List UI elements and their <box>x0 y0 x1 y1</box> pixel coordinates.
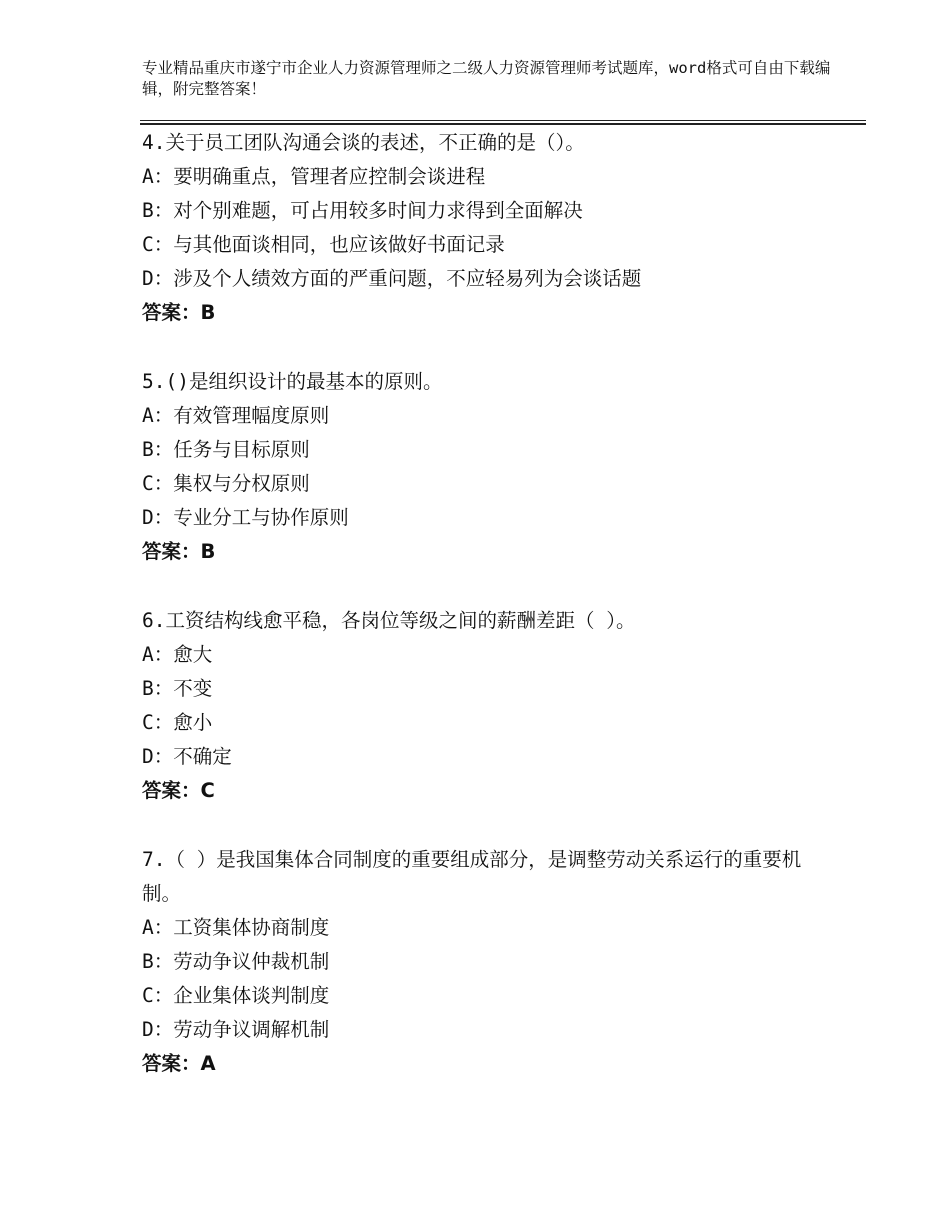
option-b: B：对个别难题，可占用较多时间力求得到全面解决 <box>142 199 583 222</box>
option-b: B：任务与目标原则 <box>142 438 310 461</box>
option-a: A：要明确重点，管理者应控制会谈进程 <box>142 165 486 188</box>
question-4 <box>142 126 832 330</box>
option-d: D：劳动争议调解机制 <box>142 1018 330 1041</box>
answer: 答案：B <box>142 301 216 324</box>
header-divider-thin <box>140 120 866 121</box>
answer: 答案：C <box>142 779 215 802</box>
option-b: B：不变 <box>142 677 213 700</box>
question-6 <box>142 604 832 808</box>
answer: 答案：B <box>142 540 216 563</box>
option-a: A：愈大 <box>142 643 213 666</box>
option-d: D：涉及个人绩效方面的严重问题，不应轻易列为会谈话题 <box>142 267 642 290</box>
question-stem: 4.关于员工团队沟通会谈的表述，不正确的是（）。 <box>142 131 585 154</box>
question-stem: 7.（ ）是我国集体合同制度的重要组成部分，是调整劳动关系运行的重要机制。 <box>142 848 802 905</box>
document-header: 专业精品重庆市遂宁市企业人力资源管理师之二级人力资源管理师考试题库，word格式可自由下载编辑，附完整答案！ <box>142 59 831 98</box>
option-c: C：愈小 <box>142 711 213 734</box>
question-stem: 5.()是组织设计的最基本的原则。 <box>142 370 443 393</box>
option-c: C：企业集体谈判制度 <box>142 984 330 1007</box>
question-stem: 6.工资结构线愈平稳，各岗位等级之间的薪酬差距（ ）。 <box>142 609 636 632</box>
header-divider-thick <box>140 123 866 125</box>
option-b: B：劳动争议仲裁机制 <box>142 950 330 973</box>
option-a: A：有效管理幅度原则 <box>142 404 330 427</box>
option-d: D：不确定 <box>142 745 232 768</box>
option-a: A：工资集体协商制度 <box>142 916 330 939</box>
option-d: D：专业分工与协作原则 <box>142 506 349 529</box>
option-c: C：集权与分权原则 <box>142 472 310 495</box>
question-7 <box>142 843 832 1081</box>
question-5 <box>142 365 832 569</box>
answer: 答案：A <box>142 1052 216 1075</box>
option-c: C：与其他面谈相同，也应该做好书面记录 <box>142 233 505 256</box>
